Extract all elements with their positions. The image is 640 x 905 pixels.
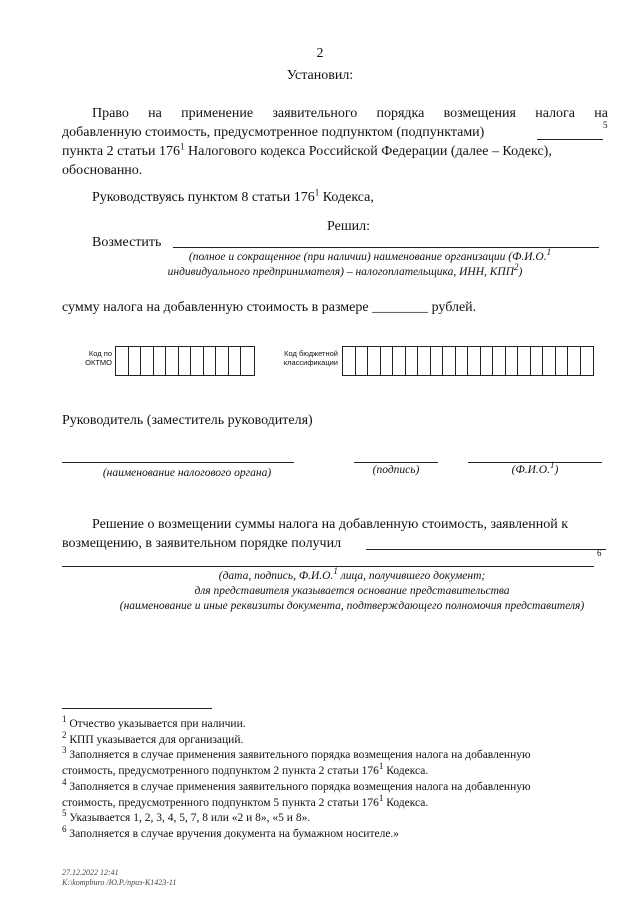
fio-note: (Ф.И.О.$^1$) xyxy=(511,460,559,476)
receipt-note-line1: (дата, подпись, Ф.И.О.$^1$ лица, получившего документ; xyxy=(218,566,486,582)
heading-established: Установил: xyxy=(286,68,354,83)
oktmo-cells xyxy=(115,346,255,376)
p1-subclause-blank xyxy=(537,139,603,140)
fio-blank xyxy=(468,462,602,463)
signature-note: (подпись) xyxy=(372,464,420,476)
reimburse-note-line1: (полное и сокращенное (при наличии) наименование организации (Ф.И.О.$^1$ xyxy=(188,247,552,263)
amount-line: сумму налога на добавленную стоимость в размере ________ рублей. xyxy=(62,300,477,315)
reimburse-blank xyxy=(173,247,599,248)
oktmo-label: Код по ОКТМО xyxy=(85,349,112,367)
receipt-note-line2: для представителя указывается основание представительства xyxy=(194,585,510,597)
page-number: 2 xyxy=(316,46,324,61)
heading-decided: Решил: xyxy=(327,219,370,234)
footnote-1: $^1$ Отчество указывается при наличии. xyxy=(62,714,246,730)
p1-line4: обоснованно. xyxy=(62,163,143,178)
footnote-2: $^2$ КПП указывается для организаций. xyxy=(62,729,244,746)
footnote-separator xyxy=(62,708,212,709)
footnote-3: $^3$ Заполняется в случае применения заявительного порядка возмещения налога на добавленную стоимость, предусмотренного подпунктом 2 пункта 2 статьи $176^1$ Кодекса. xyxy=(62,745,531,778)
authority-note: (наименование налогового органа) xyxy=(102,467,272,479)
authority-blank xyxy=(62,462,294,463)
receipt-line1: Решение о возмещении суммы налога на добавленную стоимость, заявленной к xyxy=(92,517,569,532)
receipt-blank-2 xyxy=(62,566,594,567)
receipt-line2: возмещению, в заявительном порядке получил xyxy=(62,536,342,551)
signature-blank xyxy=(354,462,438,463)
p1-line3: пункта 2 статьи $176^1$ Налогового кодекса Российской Федерации (далее – Кодекс), xyxy=(62,141,552,159)
file-stamp: 27.12.2022 12:41 K:\kompburo /Ю.Р./приз-К1423-11 xyxy=(62,868,177,887)
p1-footnote-ref: 5 xyxy=(603,120,608,130)
reimburse-note-line2: индивидуального предпринимателя) – налогоплательщика, ИНН, КПП$^2$) xyxy=(167,262,523,278)
reimburse-label: Возместить xyxy=(92,235,162,250)
kbk-label: Код бюджетной классификации xyxy=(283,349,338,367)
head-label: Руководитель (заместитель руководителя) xyxy=(62,413,313,428)
receipt-blank-1 xyxy=(366,549,606,550)
p1-line2: добавленную стоимость, предусмотренное подпунктом (подпунктами) xyxy=(62,125,485,140)
footnote-6: $^6$ Заполняется в случае вручения документа на бумажном носителе.» xyxy=(62,824,400,840)
p1-line1: Право на применение заявительного порядка возмещения налога на xyxy=(92,106,608,121)
receipt-footnote-ref: 6 xyxy=(597,548,602,558)
p2-text: Руководствуясь пунктом 8 статьи $176^1$ Кодекса, xyxy=(92,187,374,205)
receipt-note-line3: (наименование и иные реквизиты документа, подтверждающего полномочия представителя) xyxy=(119,600,585,612)
footnotes xyxy=(62,714,610,843)
footnote-4: $^4$ Заполняется в случае применения заявительного порядка возмещения налога на добавленную стоимость, предусмотренного подпунктом 5 пункта 2 статьи $176^1$ Кодекса. xyxy=(62,776,531,809)
kbk-cells xyxy=(342,346,594,376)
footnote-5: $^5$ Указывается 1, 2, 3, 4, 5, 7, 8 или «2 и 8», «5 и 8». xyxy=(62,808,311,825)
